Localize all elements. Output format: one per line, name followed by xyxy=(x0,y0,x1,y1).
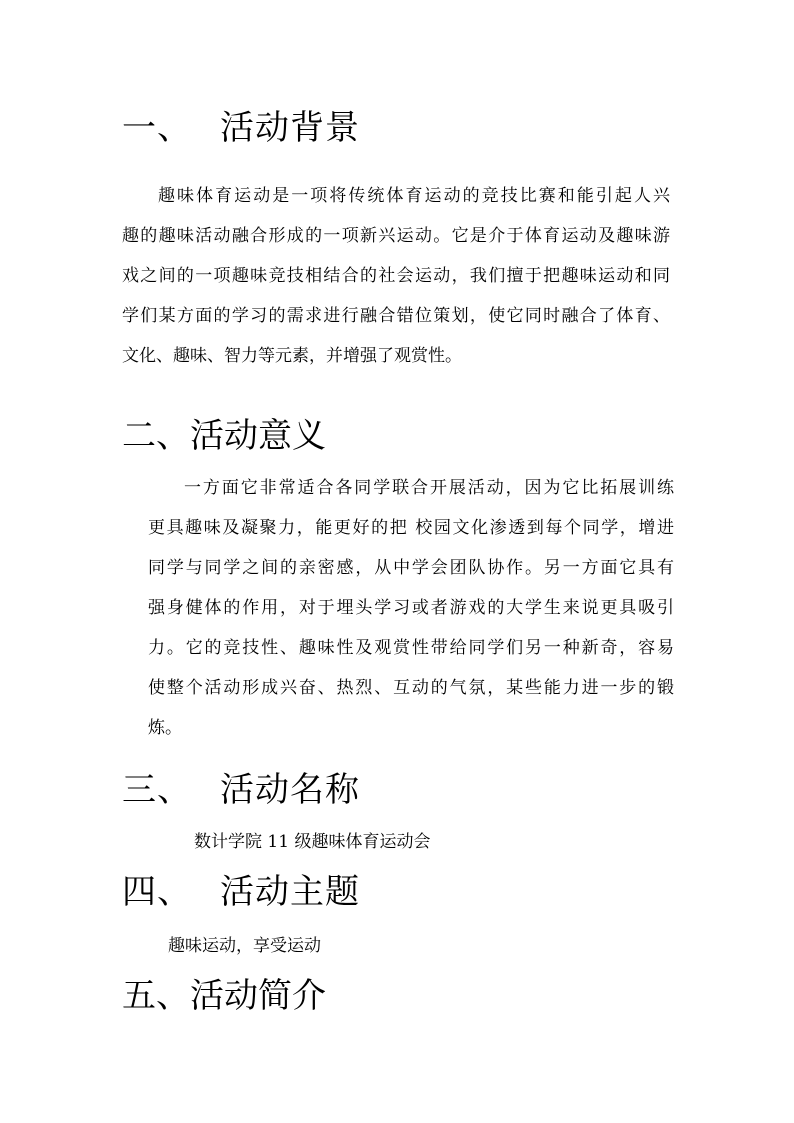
section-heading-significance xyxy=(122,416,326,456)
paragraph-line: 一方面它非常适合各同学联合开展活动，因为它比拓展训练 xyxy=(184,478,674,498)
section-heading-background xyxy=(122,108,360,148)
section-title: 活动意义 xyxy=(190,416,326,456)
paragraph-line: 强身健体的作用，对于埋头学习或者游戏的大学生来说更具吸引 xyxy=(148,598,674,618)
section-heading-theme xyxy=(122,872,360,912)
background-paragraph xyxy=(122,176,670,376)
activity-theme-text: 趣味运动，享受运动 xyxy=(168,936,321,956)
section-number: 二、 xyxy=(122,416,190,456)
paragraph-line: 使整个活动形成兴奋、热烈、互动的气氛，某些能力进一步的锻 xyxy=(148,678,674,698)
paragraph-line: 文化、趣味、智力等元素，并增强了观赏性。 xyxy=(122,346,462,366)
section-title: 活动名称 xyxy=(220,770,360,810)
paragraph-line: 学们某方面的学习的需求进行融合错位策划，使它同时融合了体育、 xyxy=(122,306,670,326)
paragraph-line: 趣味体育运动是一项将传统体育运动的竞技比赛和能引起人兴 xyxy=(158,186,670,206)
section-number: 三、 xyxy=(122,770,192,810)
section-number: 四、 xyxy=(122,872,192,912)
section-heading-name xyxy=(122,770,360,810)
paragraph-line: 戏之间的一项趣味竞技相结合的社会运动，我们擅于把趣味运动和同 xyxy=(122,266,670,286)
section-title: 活动主题 xyxy=(220,872,360,912)
significance-paragraph xyxy=(148,468,674,748)
paragraph-line: 更具趣味及凝聚力，能更好的把 校园文化渗透到每个同学，增进 xyxy=(148,518,674,538)
section-number: 一、 xyxy=(122,108,192,148)
paragraph-line: 炼。 xyxy=(148,718,182,738)
paragraph-line: 趣的趣味活动融合形成的一项新兴运动。它是介于体育运动及趣味游 xyxy=(122,226,670,246)
paragraph-line: 同学与同学之间的亲密感，从中学会团队协作。另一方面它具有 xyxy=(148,558,674,578)
section-heading-introduction xyxy=(122,976,326,1016)
section-title: 活动背景 xyxy=(220,108,360,148)
activity-name-text: 数计学院 11 级趣味体育运动会 xyxy=(194,832,431,852)
section-number: 五、 xyxy=(122,976,190,1016)
section-title: 活动简介 xyxy=(190,976,326,1016)
paragraph-line: 力。它的竞技性、趣味性及观赏性带给同学们另一种新奇，容易 xyxy=(148,638,674,658)
